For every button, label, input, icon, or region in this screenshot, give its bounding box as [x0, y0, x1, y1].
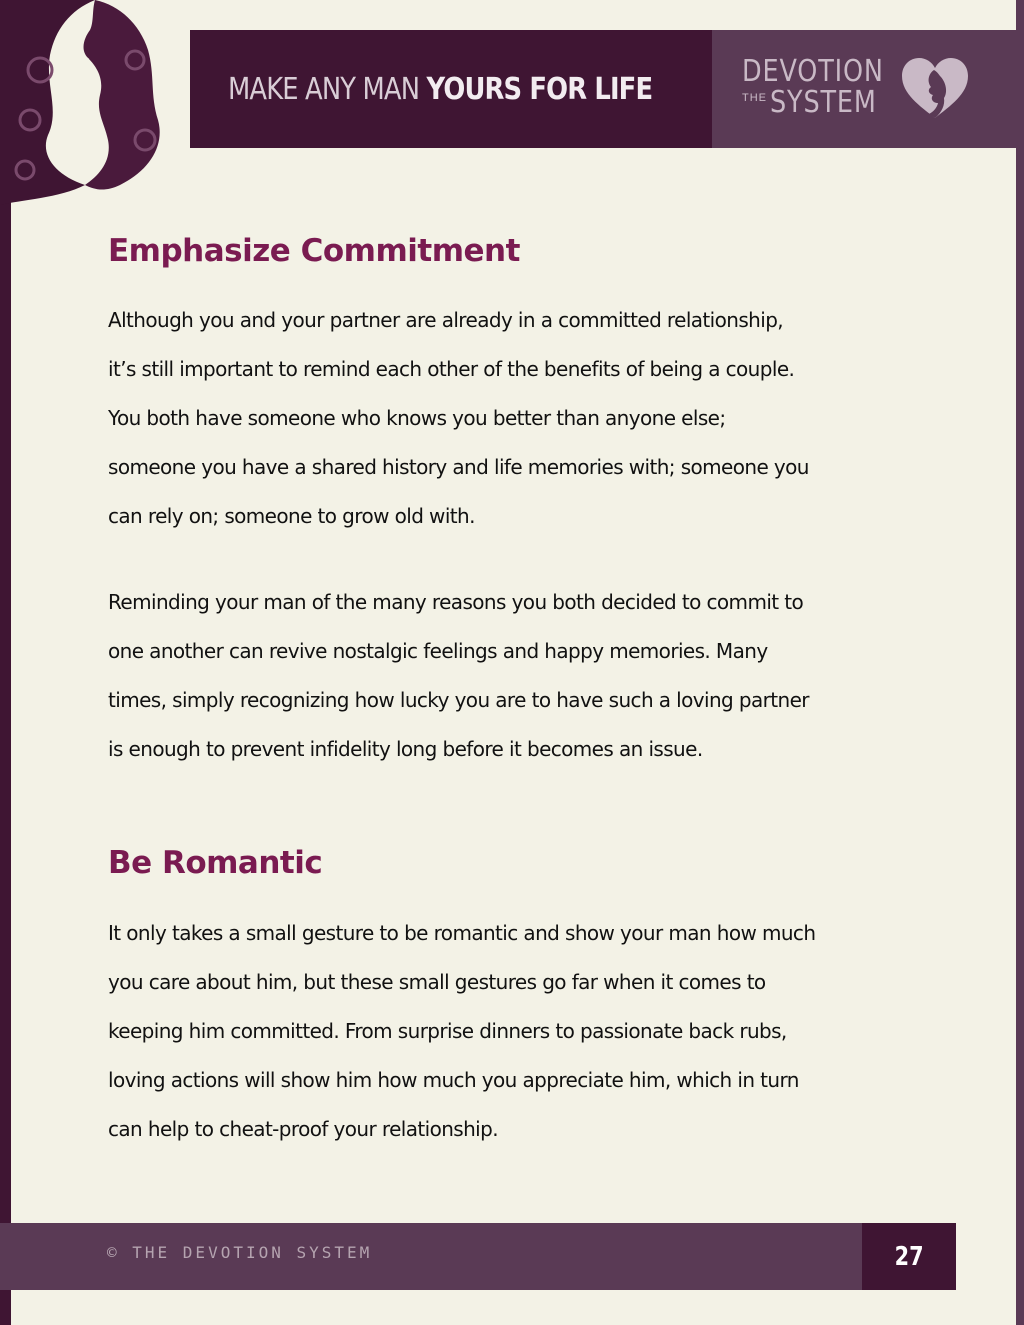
- header-title-regular: MAKE ANY MAN: [228, 71, 420, 107]
- header-title: [228, 72, 652, 107]
- text-line: Reminding your man of the many reasons you both decided to commit to: [108, 590, 804, 614]
- header-title-band: [190, 30, 712, 148]
- header-title-bold: YOURS FOR LIFE: [426, 71, 653, 107]
- heading-be-romantic: Be Romantic: [108, 845, 323, 881]
- paragraph-romantic-1: [108, 915, 938, 1160]
- text-line: you care about him, but these small gestures go far when it comes to: [108, 970, 766, 994]
- paragraph-commitment-1: [108, 302, 938, 547]
- woman-silhouette-icon: [0, 0, 180, 205]
- brand-word-the: THE: [742, 92, 767, 104]
- paragraph-commitment-2: [108, 584, 938, 780]
- heading-emphasize-commitment: Emphasize Commitment: [108, 233, 520, 269]
- text-line: keeping him committed. From surprise dinners to passionate back rubs,: [108, 1019, 787, 1043]
- text-line: It only takes a small gesture to be romantic and show your man how much: [108, 921, 816, 945]
- text-line: someone you have a shared history and life memories with; someone you: [108, 455, 809, 479]
- page-number-box: [862, 1223, 956, 1290]
- text-line: it’s still important to remind each other of the benefits of being a couple.: [108, 357, 795, 381]
- text-line: can help to cheat-proof your relationship.: [108, 1117, 498, 1141]
- brand-word-system: SYSTEM: [770, 85, 877, 120]
- text-line: loving actions will show him how much you appreciate him, which in turn: [108, 1068, 799, 1092]
- right-border-bar: [1016, 0, 1024, 1325]
- text-line: You both have someone who knows you better than anyone else;: [108, 406, 726, 430]
- brand-word-devotion: DEVOTION: [742, 54, 884, 89]
- text-line: can rely on; someone to grow old with.: [108, 504, 475, 528]
- footer-copyright: © THE DEVOTION SYSTEM: [107, 1243, 373, 1262]
- heart-profile-icon: [900, 56, 970, 120]
- page-number: 27: [894, 1241, 924, 1272]
- text-line: one another can revive nostalgic feelings and happy memories. Many: [108, 639, 768, 663]
- brand-logo: [712, 30, 1016, 148]
- text-line: Although you and your partner are already in a committed relationship,: [108, 308, 784, 332]
- text-line: is enough to prevent infidelity long before it becomes an issue.: [108, 737, 703, 761]
- text-line: times, simply recognizing how lucky you are to have such a loving partner: [108, 688, 809, 712]
